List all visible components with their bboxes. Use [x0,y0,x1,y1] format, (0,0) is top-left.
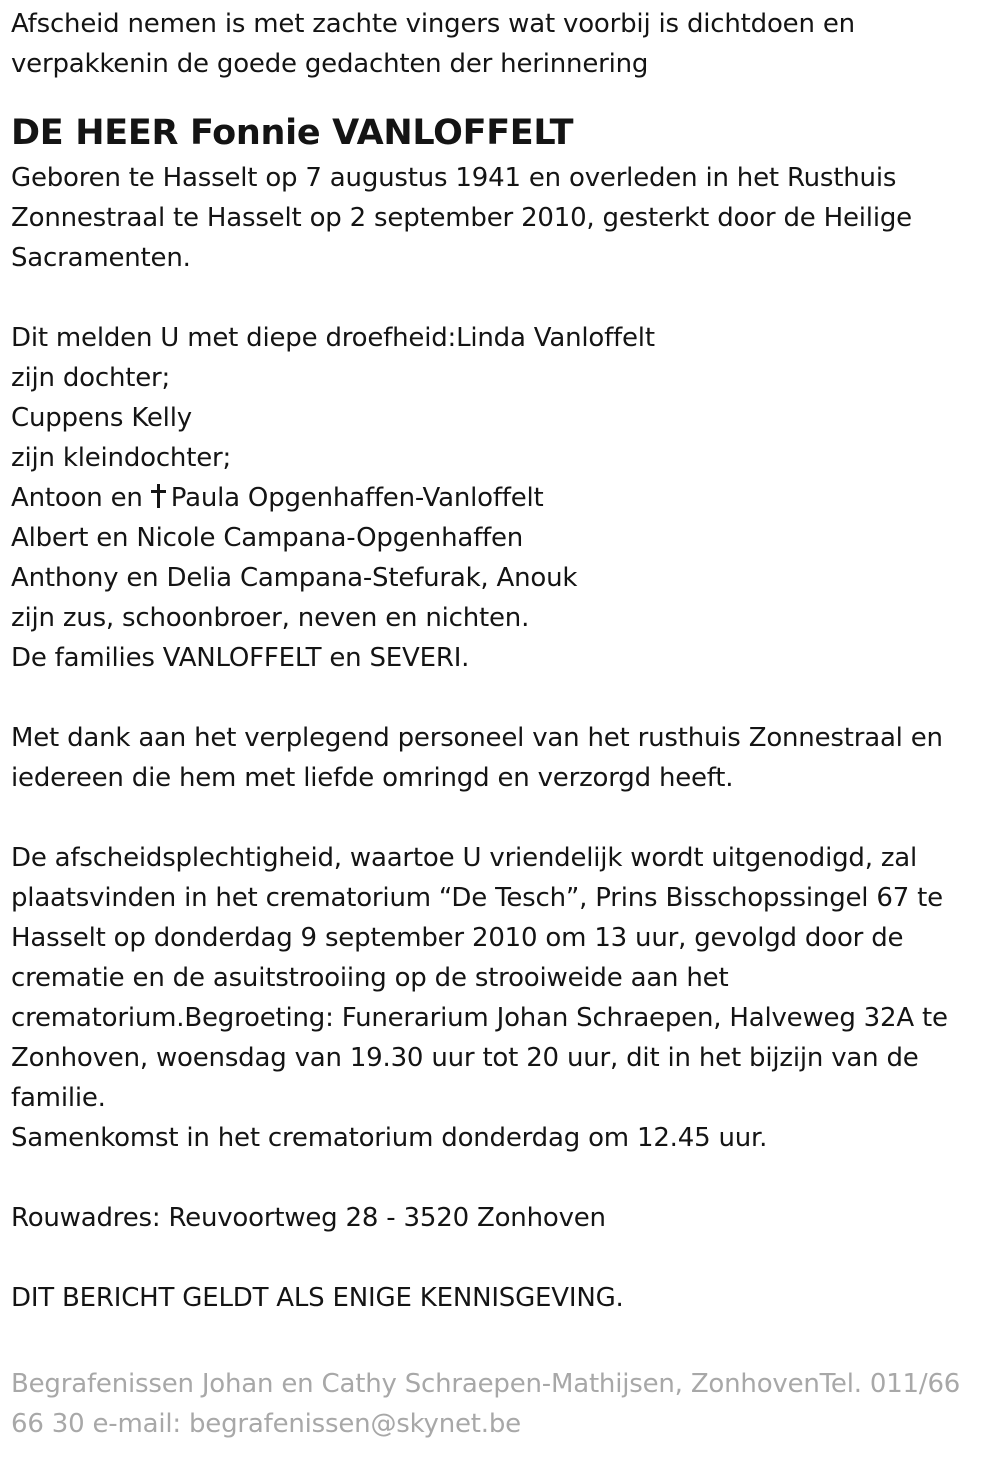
family-name-suffix: Paula Opgenhaffen-Vanloffelt [170,483,544,513]
verse-line: verpakkenin de goede gedachten der herinnering [11,49,649,79]
thanks-line: iedereen die hem met liefde omringd en verzorgd heeft. [11,763,734,793]
details-line: Zonnestraal te Hasselt op 2 september 2010, gesterkt door de Heilige [11,203,912,233]
birth-death-details [11,158,995,278]
deceased-name-title: DE HEER Fonnie VANLOFFELT [11,113,574,153]
spacer [11,278,995,318]
footer-line: Begrafenissen Johan en Cathy Schraepen-Mathijsen, ZonhovenTel. 011/66 [11,1369,961,1399]
ceremony-line: familie. [11,1083,106,1113]
ceremony-line: plaatsvinden in het crematorium “De Tesch”, Prins Bisschopssingel 67 te [11,883,943,913]
family-line: Cuppens Kelly [11,403,192,433]
thanks-line: Met dank aan het verplegend personeel van het rusthuis Zonnestraal en [11,723,943,753]
family-line: Albert en Nicole Campana-Opgenhaffen [11,523,524,553]
obituary-notice [11,0,995,1444]
mourning-address: Rouwadres: Reuvoortweg 28 - 3520 Zonhoven [11,1203,606,1233]
family-line: zijn zus, schoonbroer, neven en nichten. [11,603,530,633]
thanks-paragraph [11,718,995,798]
spacer [11,678,995,718]
ceremony-paragraph [11,838,995,1158]
family-line [11,478,995,518]
family-name-prefix: Antoon en [11,483,143,513]
details-line: Geboren te Hasselt op 7 augustus 1941 en overleden in het Rusthuis [11,163,897,193]
family-line: zijn kleindochter; [11,443,232,473]
cross-icon [151,483,165,509]
family-line: Dit melden U met diepe droefheid:Linda Vanloffelt [11,323,655,353]
family-line: Anthony en Delia Campana-Stefurak, Anouk [11,563,578,593]
ceremony-line: De afscheidsplechtigheid, waartoe U vriendelijk wordt uitgenodigd, zal [11,843,918,873]
opening-verse [11,4,995,84]
family-line: De families VANLOFFELT en SEVERI. [11,643,470,673]
funeral-home-footer [11,1364,995,1444]
official-notice: DIT BERICHT GELDT ALS ENIGE KENNISGEVING. [11,1283,624,1313]
spacer [11,798,995,838]
family-announcement [11,318,995,678]
spacer [11,1158,995,1198]
ceremony-line: Zonhoven, woensdag van 19.30 uur tot 20 uur, dit in het bijzijn van de [11,1043,919,1073]
ceremony-line: Hasselt op donderdag 9 september 2010 om 13 uur, gevolgd door de [11,923,904,953]
spacer [11,1318,995,1358]
footer-line: 66 30 e-mail: begrafenissen@skynet.be [11,1409,521,1439]
family-line: zijn dochter; [11,363,171,393]
ceremony-line: crematorium.Begroeting: Funerarium Johan Schraepen, Halveweg 32A te [11,1003,948,1033]
spacer [11,1238,995,1278]
ceremony-line: Samenkomst in het crematorium donderdag om 12.45 uur. [11,1123,768,1153]
ceremony-line: crematie en de asuitstrooiing op de strooiweide aan het [11,963,729,993]
details-line: Sacramenten. [11,243,191,273]
verse-line: Afscheid nemen is met zachte vingers wat voorbij is dichtdoen en [11,9,855,39]
